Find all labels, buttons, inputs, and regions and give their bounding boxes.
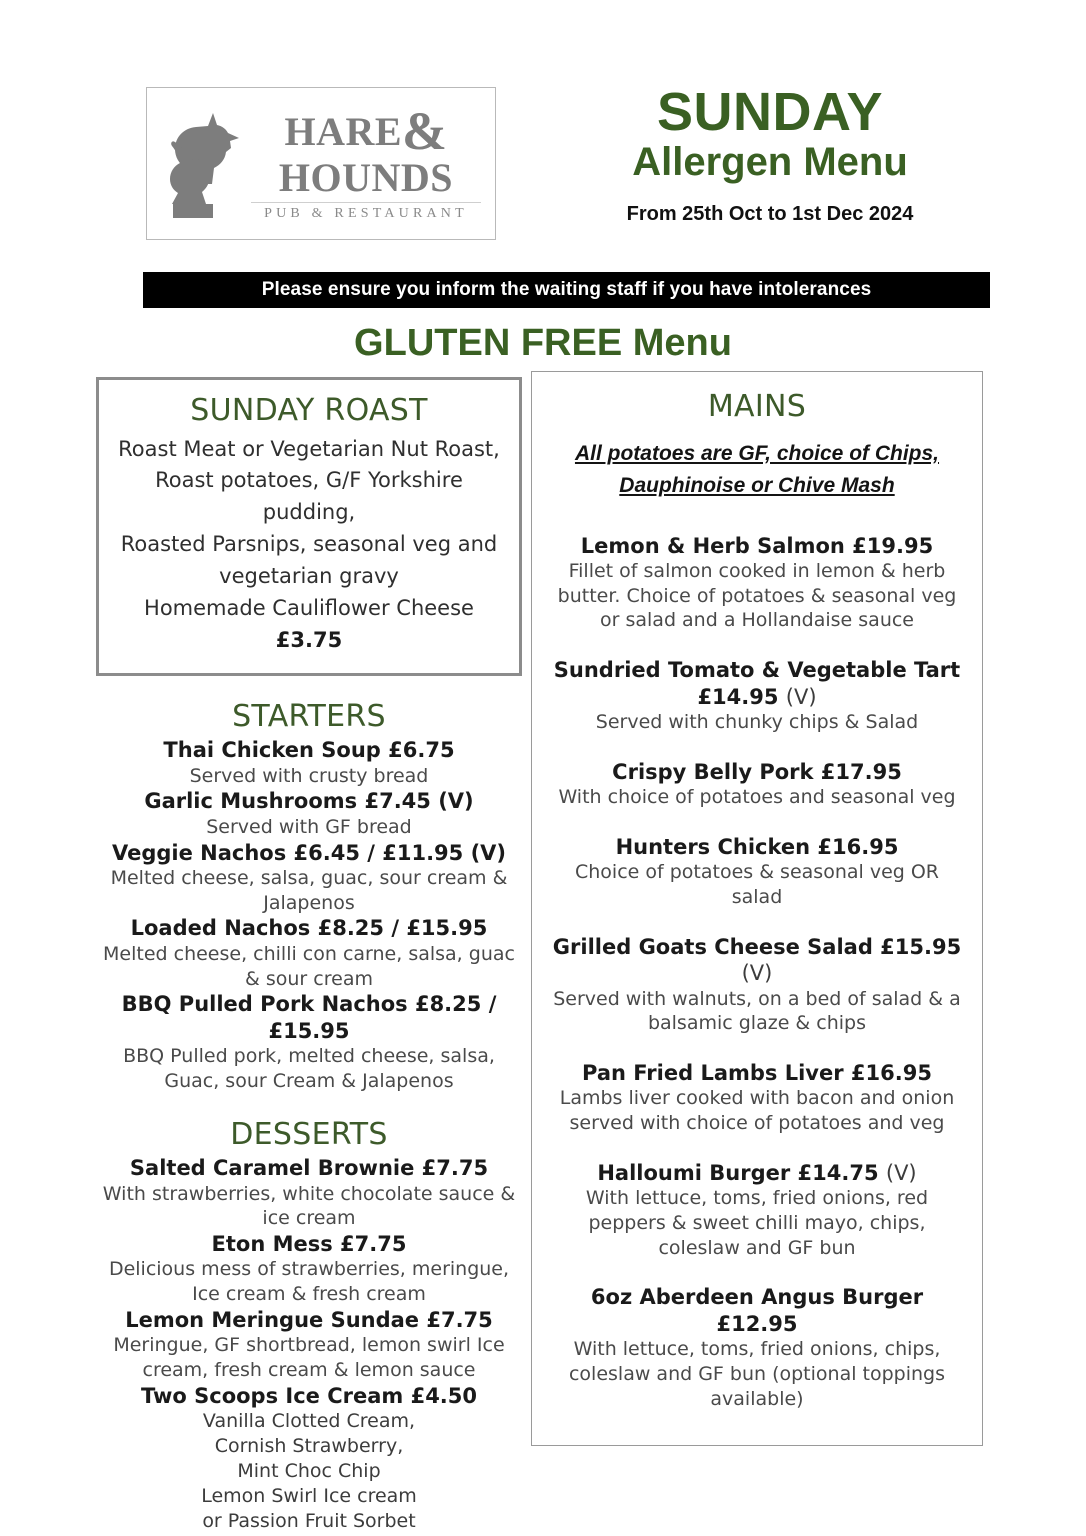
logo-subtitle: PUB & RESTAURANT <box>264 205 468 221</box>
cauliflower-cheese-line <box>109 593 509 657</box>
item-name: Veggie Nachos £6.45 / £11.95 (V) <box>111 840 507 865</box>
item-title: Grilled Goats Cheese Salad £15.95 <box>552 934 962 959</box>
item-name: Salted Caramel Brownie £7.75 <box>129 1156 489 1181</box>
menu-item <box>96 915 522 991</box>
title-block <box>520 84 1020 226</box>
menu-item <box>96 737 522 788</box>
menu-item <box>96 1307 522 1383</box>
roast-line: Roast potatoes, G/F Yorkshire pudding, <box>155 468 463 525</box>
item-name <box>548 934 966 987</box>
item-description: With lettuce, toms, fried onions, chips, coleslaw and GF bun (optional toppings available) <box>568 1338 946 1410</box>
vegetarian-marker: (V) <box>785 684 817 709</box>
ice-cream-flavour: Lemon Swirl Ice cream <box>201 1485 417 1508</box>
roast-line: vegetarian gravy <box>219 564 399 589</box>
item-description: With lettuce, toms, fried onions, red peppers & sweet chilli mayo, chips, coleslaw and GF bun <box>585 1187 929 1259</box>
item-name: BBQ Pulled Pork Nachos £8.25 / £15.95 <box>121 992 497 1043</box>
item-name <box>548 1160 966 1186</box>
item-description: With choice of potatoes and seasonal veg <box>558 786 956 809</box>
item-name <box>548 1284 966 1337</box>
cauliflower-cheese-price: £3.75 <box>275 627 343 652</box>
sunday-roast-heading: SUNDAY ROAST <box>190 393 428 428</box>
item-description: Fillet of salmon cooked in lemon & herb butter. Choice of potatoes & seasonal veg or salad and a Hollandaise sauce <box>557 560 957 632</box>
menu-item <box>548 834 966 910</box>
sunday-roast-box <box>96 377 522 676</box>
item-description: Served with crusty bread <box>189 764 429 787</box>
item-description: Served with chunky chips & Salad <box>595 711 919 734</box>
menu-item <box>96 1383 522 1535</box>
item-description: Served with GF bread <box>206 815 412 838</box>
item-description: Delicious mess of strawberries, meringue, Ice cream & fresh cream <box>108 1258 510 1306</box>
menu-item <box>548 1160 966 1261</box>
sunday-roast-description <box>109 434 509 657</box>
page-subtitle: Allergen Menu <box>632 139 908 184</box>
menu-item <box>96 991 522 1093</box>
roast-line: Roast Meat or Vegetarian Nut Roast, <box>118 436 500 461</box>
item-title: Pan Fried Lambs Liver £16.95 <box>582 1060 932 1085</box>
menu-item <box>96 788 522 839</box>
item-description: Meringue, GF shortbread, lemon swirl Ice cream, fresh cream & lemon sauce <box>113 1334 505 1381</box>
starters-section <box>96 698 522 1094</box>
desserts-heading: DESSERTS <box>230 1116 388 1152</box>
item-description: Melted cheese, salsa, guac, sour cream & Jalapenos <box>110 867 508 914</box>
menu-item <box>548 934 966 1036</box>
item-title: Sundried Tomato & Vegetable Tart £14.95 <box>553 658 961 709</box>
item-name <box>548 533 966 559</box>
item-name <box>548 657 966 710</box>
item-description: Melted cheese, chilli con carne, salsa, guac & sour cream <box>103 942 515 990</box>
menu-item <box>548 1284 966 1411</box>
item-name: Two Scoops Ice Cream £4.50 <box>140 1383 478 1408</box>
hare-and-hound-silhouette-icon <box>159 108 245 220</box>
item-description: Choice of potatoes & seasonal veg OR salad <box>574 861 940 908</box>
item-name <box>548 834 966 860</box>
item-description: Served with walnuts, on a bed of salad & a balsamic glaze & chips <box>553 987 961 1035</box>
gluten-free-heading: GLUTEN FREE Menu <box>354 322 732 364</box>
left-column <box>96 377 522 1534</box>
item-description: BBQ Pulled pork, melted cheese, salsa, Guac, sour Cream & Jalapenos <box>123 1045 495 1092</box>
ice-cream-flavour: Cornish Strawberry, <box>214 1435 404 1458</box>
item-name: Lemon Meringue Sundae £7.75 <box>125 1307 493 1332</box>
item-name <box>548 759 966 785</box>
vegetarian-marker: (V) <box>885 1160 917 1185</box>
ice-cream-flavour: Mint Choc Chip <box>237 1460 381 1483</box>
allergen-notice-banner: Please ensure you inform the waiting staff if you have intolerances <box>143 272 990 308</box>
mains-note-line-2: Dauphinoise or Chive Mash <box>619 474 895 498</box>
logo-ampersand: & <box>402 101 448 162</box>
menu-item <box>548 1060 966 1136</box>
item-title: Lemon & Herb Salmon £19.95 <box>580 533 934 558</box>
item-name: Eton Mess £7.75 <box>211 1231 407 1256</box>
item-name: Garlic Mushrooms £7.45 (V) <box>144 789 474 814</box>
item-name <box>548 1060 966 1086</box>
cauliflower-cheese-label: Homemade Cauliflower Cheese <box>144 596 474 621</box>
ice-cream-flavour: or Passion Fruit Sorbet <box>202 1510 416 1533</box>
item-name: Thai Chicken Soup £6.75 <box>163 738 455 763</box>
logo-line-2: HOUNDS <box>278 155 454 201</box>
item-title: Hunters Chicken £16.95 <box>615 834 899 859</box>
mains-heading: MAINS <box>707 389 807 424</box>
mains-potato-note <box>548 438 966 503</box>
item-title: 6oz Aberdeen Angus Burger £12.95 <box>590 1285 924 1336</box>
menu-item <box>548 533 966 634</box>
menu-item <box>548 657 966 735</box>
item-title: Halloumi Burger £14.75 <box>597 1160 886 1185</box>
item-name: Loaded Nachos £8.25 / £15.95 <box>130 916 488 941</box>
roast-line: Roasted Parsnips, seasonal veg and <box>120 532 498 557</box>
item-description: With strawberries, white chocolate sauce & ice cream <box>102 1182 516 1230</box>
menu-item <box>548 759 966 810</box>
starters-heading: STARTERS <box>232 698 386 734</box>
mains-panel <box>531 371 983 1446</box>
item-description: Lambs liver cooked with bacon and onion served with choice of potatoes and veg <box>559 1087 955 1135</box>
mains-note-line-1: All potatoes are GF, choice of Chips, <box>574 441 940 465</box>
brand-logo <box>146 87 496 240</box>
item-title: Crispy Belly Pork £17.95 <box>612 759 902 784</box>
menu-item <box>96 1155 522 1231</box>
desserts-section <box>96 1116 522 1535</box>
menu-item <box>96 840 522 916</box>
menu-date-range: From 25th Oct to 1st Dec 2024 <box>626 202 914 225</box>
vegetarian-marker: (V) <box>741 961 773 986</box>
page-header <box>0 84 1086 254</box>
logo-line-1: HARE <box>284 109 403 155</box>
menu-item <box>96 1231 522 1307</box>
logo-divider <box>251 202 481 203</box>
page-title: SUNDAY <box>656 82 884 142</box>
ice-cream-flavour: Vanilla Clotted Cream, <box>202 1410 416 1432</box>
mains-list <box>548 533 966 1412</box>
